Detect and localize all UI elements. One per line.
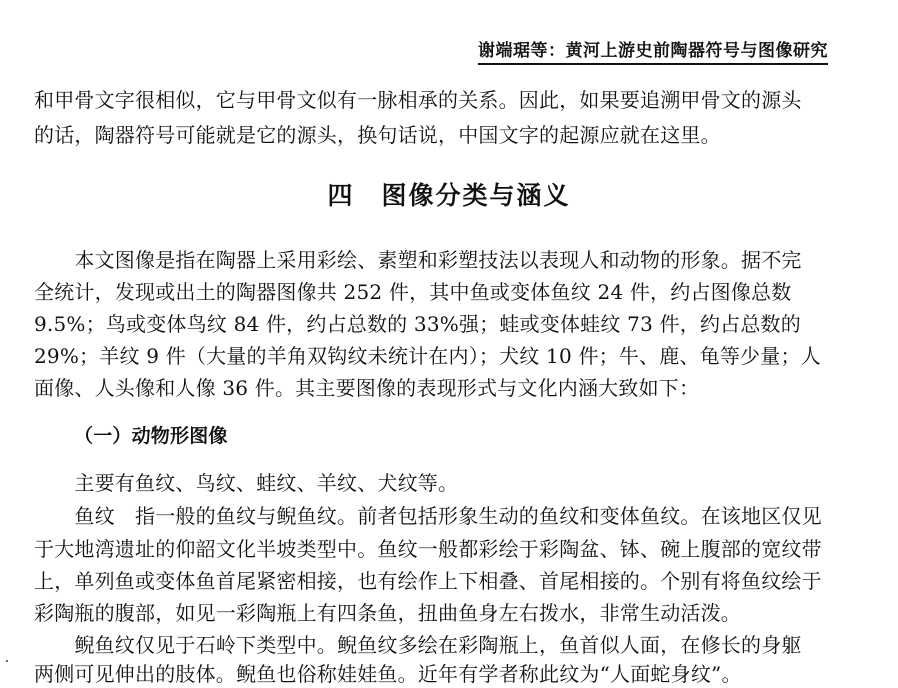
- paragraph-line: 29%；羊纹 9 件（大量的羊角双钩纹未统计在内）；犬纹 10 件；牛、鹿、龟等少量；人: [34, 344, 821, 368]
- intro-line-1: 和甲骨文字很相似，它与甲骨文似有一脉相承的关系。因此，如果要追溯甲骨文的源头: [34, 88, 802, 112]
- paragraph-line: 彩陶瓶的腹部，如见一彩陶瓶上有四条鱼，扭曲鱼身左右拨水，非常生动活泼。: [34, 601, 741, 625]
- paragraph-line: 主要有鱼纹、鸟纹、蛙纹、羊纹、犬纹等。: [34, 471, 459, 495]
- paragraph-line: 鲵鱼纹仅见于石岭下类型中。鲵鱼纹多绘在彩陶瓶上，鱼首似人面，在修长的身躯: [34, 633, 802, 657]
- scan-speck: [6, 660, 8, 662]
- paragraph-line: 上，单列鱼或变体鱼首尾紧密相接，也有绘作上下相叠、首尾相接的。个别有将鱼纹绘于: [34, 569, 822, 593]
- paragraph-line: 鱼纹 指一般的鱼纹与鲵鱼纹。前者包括形象生动的鱼纹和变体鱼纹。在该地区仅见: [34, 504, 822, 528]
- paragraph-line: 本文图像是指在陶器上采用彩绘、素塑和彩塑技法以表现人和动物的形象。据不完: [34, 248, 802, 272]
- intro-line-2: 的话，陶器符号可能就是它的源头，换句话说，中国文字的起源应就在这里。: [34, 123, 721, 147]
- paragraph-line: 于大地湾遗址的仰韶文化半坡类型中。鱼纹一般都彩绘于彩陶盆、钵、碗上腹部的宽纹带: [34, 537, 822, 561]
- paragraph-line: 全统计，发现或出土的陶器图像共 252 件，其中鱼或变体鱼纹 24 件，约占图像总数: [34, 280, 792, 304]
- paragraph-line: 面像、人头像和人像 36 件。其主要图像的表现形式与文化内涵大致如下：: [34, 376, 700, 400]
- paragraph-line: 两侧可见伸出的肢体。鲵鱼也俗称娃娃鱼。近年有学者称此纹为“人面蛇身纹”。: [34, 662, 742, 686]
- running-header: 谢端琚等：黄河上游史前陶器符号与图像研究: [478, 36, 828, 65]
- subsection-title: （一）动物形图像: [74, 425, 228, 447]
- section-title: 四 图像分类与涵义: [327, 181, 571, 210]
- paragraph-line: 9.5%；鸟或变体鸟纹 84 件，约占总数的 33%强；蛙或变体蛙纹 73 件，约占总数的: [34, 312, 801, 336]
